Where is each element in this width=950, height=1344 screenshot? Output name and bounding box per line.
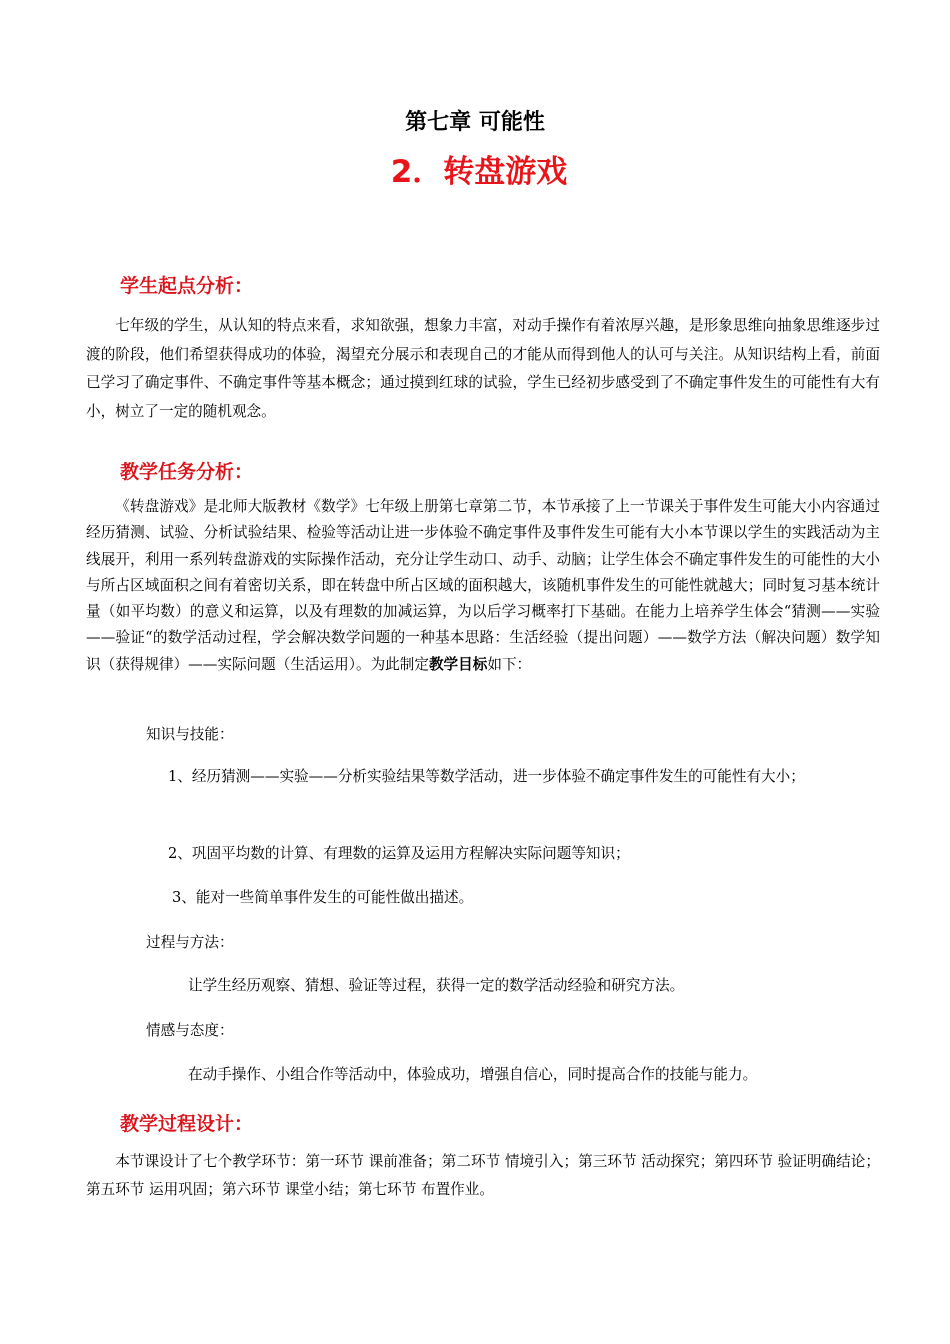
process-design-paragraph: 本节课设计了七个教学环节：第一环节 课前准备；第二环节 情境引入；第三环节 活动探究；第四环节 验证明确结论；第五环节 运用巩固；第六环节 课堂小结；第七环节 布置作业。 <box>86 1153 880 1198</box>
section-heading-process-design: 教学过程设计： <box>120 1113 254 1135</box>
objective-item-3: 3、能对一些简单事件发生的可能性做出描述。 <box>172 889 474 906</box>
task-analysis-text-end: 如下： <box>487 655 532 673</box>
objective-label-emotion: 情感与态度： <box>146 1022 234 1039</box>
student-analysis-paragraph: 七年级的学生，从认知的特点来看，求知欲强，想象力丰富，对动手操作有着浓厚兴趣，是形象思维向抽象思维逐步过渡的阶段，他们希望获得成功的体验，渴望充分展示和表现自己的才能从而得到他人的认可与关注。从知识结构上看，前面已学习了确定事件、不确定事件等基本概念；通过摸到红球的试验，学生已经初步感受到了不确定事件发生的可能性有大有小，树立了一定的随机观念。 <box>86 317 880 420</box>
objective-process-text: 让学生经历观察、猜想、验证等过程，获得一定的数学活动经验和研究方法。 <box>188 977 685 994</box>
objective-label-process: 过程与方法： <box>146 934 234 951</box>
objective-label-knowledge: 知识与技能： <box>146 726 234 743</box>
objective-emotion-text: 在动手操作、小组合作等活动中，体验成功，增强自信心，同时提高合作的技能与能力。 <box>188 1066 758 1083</box>
chapter-title: 第七章 可能性 <box>405 110 545 135</box>
section-heading-task-analysis: 教学任务分析： <box>120 461 254 483</box>
section-heading-student-analysis: 学生起点分析： <box>120 275 254 297</box>
teaching-goal-term: 教学目标 <box>428 655 488 673</box>
objective-item-1: 1、经历猜测——实验——分析实验结果等数学活动，进一步体验不确定事件发生的可能性有大小； <box>168 768 805 785</box>
lesson-title: 2．转盘游戏 <box>390 154 568 190</box>
task-analysis-paragraph <box>86 494 880 678</box>
task-analysis-text: 《转盘游戏》是北师大版教材《数学》七年级上册第七章第二节，本节承接了上一节课关于事件发生可能大小内容通过经历猜测、试验、分析试验结果、检验等活动让进一步体验不确定事件及事件发生可能有大小本节课以学生的实践活动为主线展开，利用一系列转盘游戏的实际操作活动，充分让学生动口、动手、动脑；让学生体会不确定事件发生的可能性的大小与所占区域面积之间有着密切关系，即在转盘中所占区域的面积越大，该随机事件发生的可能性就越大；同时复习基本统计量（如平均数）的意义和运算，以及有理数的加减运算，为以后学习概率打下基础。在能力上培养学生体会“猜测——实验——验证“的数学活动过程，学会解决数学问题的一种基本思路：生活经验（提出问题）——数学方法（解决问题）数学知识（获得规律）——实际问题（生活运用）。为此制定 <box>86 498 880 673</box>
objective-item-2: 2、巩固平均数的计算、有理数的运算及运用方程解决实际问题等知识； <box>168 845 630 862</box>
